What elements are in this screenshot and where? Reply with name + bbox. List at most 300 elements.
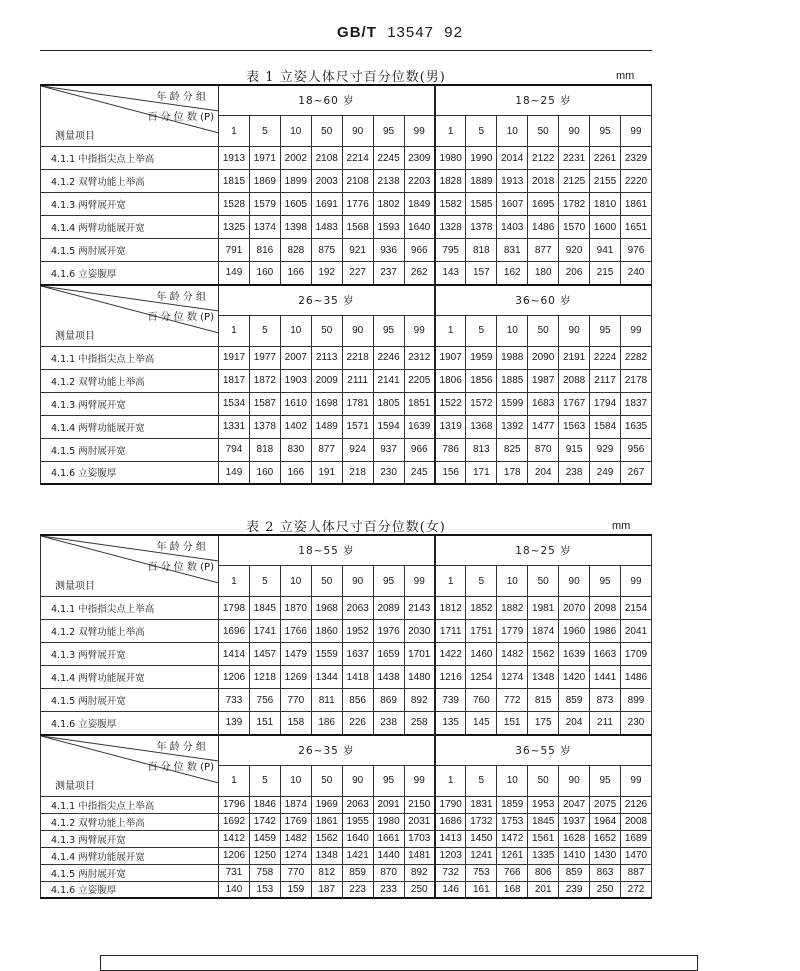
- value-cell: 1572: [466, 392, 497, 415]
- value-cell: 262: [404, 262, 435, 285]
- value-cell: 149: [219, 262, 250, 285]
- age-group-header: 18~25 岁: [435, 535, 652, 566]
- value-cell: 2154: [620, 597, 651, 620]
- value-cell: 1953: [528, 796, 559, 813]
- value-cell: 2218: [342, 346, 373, 369]
- value-cell: 2003: [311, 170, 342, 193]
- value-cell: 1872: [249, 369, 280, 392]
- percentile-header: 90: [559, 315, 590, 346]
- value-cell: 2090: [528, 346, 559, 369]
- percentile-header: 99: [404, 765, 435, 796]
- measurement-item: 4.1.5 两肘展开宽: [41, 864, 219, 881]
- value-cell: 753: [466, 864, 497, 881]
- value-cell: 245: [404, 461, 435, 484]
- value-cell: 856: [342, 689, 373, 712]
- table-1: [40, 84, 652, 485]
- table-row: [41, 239, 652, 262]
- value-cell: 238: [373, 712, 404, 735]
- percentile-header: 99: [620, 566, 651, 597]
- value-cell: 1851: [404, 392, 435, 415]
- percentile-header: 10: [497, 116, 528, 147]
- table-row: [41, 147, 652, 170]
- measurement-item: 4.1.6 立姿腹厚: [41, 262, 219, 285]
- value-cell: 1460: [466, 643, 497, 666]
- value-cell: 1374: [249, 216, 280, 239]
- table-1-unit: mm: [616, 70, 635, 82]
- value-cell: 828: [280, 239, 311, 262]
- value-cell: 791: [219, 239, 250, 262]
- value-cell: 1846: [249, 796, 280, 813]
- value-cell: 1559: [311, 643, 342, 666]
- measurement-item-label: 测量项目: [55, 131, 95, 142]
- table-row: [41, 881, 652, 898]
- value-cell: 877: [311, 438, 342, 461]
- value-cell: 2063: [342, 796, 373, 813]
- value-cell: 2150: [404, 796, 435, 813]
- value-cell: 929: [590, 438, 621, 461]
- value-cell: 892: [404, 689, 435, 712]
- percentile-header: 50: [311, 315, 342, 346]
- value-cell: 1430: [590, 847, 621, 864]
- value-cell: 1639: [404, 415, 435, 438]
- value-cell: 921: [342, 239, 373, 262]
- value-cell: 1482: [497, 643, 528, 666]
- value-cell: 218: [342, 461, 373, 484]
- value-cell: 1913: [497, 170, 528, 193]
- diagonal-header-cell: [41, 285, 219, 347]
- age-group-header: 36~60 岁: [435, 285, 652, 316]
- value-cell: 1861: [311, 813, 342, 830]
- age-group-header: 26~35 岁: [219, 285, 435, 316]
- percentile-header: 1: [435, 765, 466, 796]
- value-cell: 795: [435, 239, 466, 262]
- value-cell: 1420: [559, 666, 590, 689]
- value-cell: 230: [373, 461, 404, 484]
- value-cell: 166: [280, 262, 311, 285]
- table-row: [41, 216, 652, 239]
- value-cell: 915: [559, 438, 590, 461]
- value-cell: 2098: [590, 597, 621, 620]
- value-cell: 250: [404, 881, 435, 898]
- value-cell: 204: [559, 712, 590, 735]
- percentile-header: 95: [373, 116, 404, 147]
- value-cell: 140: [219, 881, 250, 898]
- value-cell: 1489: [311, 415, 342, 438]
- value-cell: 1269: [280, 666, 311, 689]
- value-cell: 1640: [404, 216, 435, 239]
- value-cell: 175: [528, 712, 559, 735]
- value-cell: 135: [435, 712, 466, 735]
- value-cell: 1790: [435, 796, 466, 813]
- value-cell: 157: [466, 262, 497, 285]
- value-cell: 206: [559, 262, 590, 285]
- value-cell: 1571: [342, 415, 373, 438]
- value-cell: 1459: [249, 830, 280, 847]
- value-cell: 758: [249, 864, 280, 881]
- measurement-item: 4.1.6 立姿腹厚: [41, 881, 219, 898]
- standard-year: 92: [444, 24, 463, 41]
- value-cell: 1457: [249, 643, 280, 666]
- value-cell: 1703: [404, 830, 435, 847]
- value-cell: 250: [590, 881, 621, 898]
- value-cell: 1698: [311, 392, 342, 415]
- age-group-header: 18~25 岁: [435, 85, 652, 116]
- value-cell: 1852: [466, 597, 497, 620]
- percentile-header: 95: [373, 765, 404, 796]
- value-cell: 1683: [528, 392, 559, 415]
- table-row: [41, 689, 652, 712]
- value-cell: 1582: [435, 193, 466, 216]
- value-cell: 976: [620, 239, 651, 262]
- percentile-header: 1: [435, 566, 466, 597]
- percentile-header: 1: [435, 116, 466, 147]
- value-cell: 237: [373, 262, 404, 285]
- value-cell: 267: [620, 461, 651, 484]
- value-cell: 1913: [219, 147, 250, 170]
- table-row: [41, 597, 652, 620]
- percentile-header: 90: [559, 566, 590, 597]
- value-cell: 1861: [620, 193, 651, 216]
- value-cell: 226: [342, 712, 373, 735]
- value-cell: 2191: [559, 346, 590, 369]
- value-cell: 966: [404, 438, 435, 461]
- value-cell: 2007: [280, 346, 311, 369]
- value-cell: 1479: [280, 643, 311, 666]
- table-row: [41, 830, 652, 847]
- percentile-header: 5: [466, 566, 497, 597]
- value-cell: 2138: [373, 170, 404, 193]
- value-cell: 2141: [373, 369, 404, 392]
- standard-prefix: GB/T: [337, 24, 377, 41]
- value-cell: 1845: [249, 597, 280, 620]
- value-cell: 1869: [249, 170, 280, 193]
- value-cell: 936: [373, 239, 404, 262]
- percentile-header: 99: [404, 116, 435, 147]
- value-cell: 739: [435, 689, 466, 712]
- measurement-item: 4.1.6 立姿腹厚: [41, 461, 219, 484]
- percentile-header: 99: [620, 315, 651, 346]
- value-cell: 1584: [590, 415, 621, 438]
- value-cell: 1274: [497, 666, 528, 689]
- value-cell: 1587: [249, 392, 280, 415]
- value-cell: 1903: [280, 369, 311, 392]
- value-cell: 1579: [249, 193, 280, 216]
- table-row: [41, 193, 652, 216]
- value-cell: 1561: [528, 830, 559, 847]
- value-cell: 1368: [466, 415, 497, 438]
- value-cell: 786: [435, 438, 466, 461]
- percentile-header: 5: [249, 315, 280, 346]
- value-cell: 258: [404, 712, 435, 735]
- value-cell: 1482: [280, 830, 311, 847]
- value-cell: 1593: [373, 216, 404, 239]
- value-cell: 1599: [497, 392, 528, 415]
- percentile-header: 90: [559, 765, 590, 796]
- value-cell: 766: [497, 864, 528, 881]
- value-cell: 870: [528, 438, 559, 461]
- diagonal-header-cell: [41, 85, 219, 147]
- value-cell: 1686: [435, 813, 466, 830]
- value-cell: 1562: [528, 643, 559, 666]
- standard-number: 13547: [387, 24, 434, 41]
- value-cell: 873: [590, 689, 621, 712]
- value-cell: 2008: [620, 813, 651, 830]
- value-cell: 1874: [528, 620, 559, 643]
- value-cell: 1859: [497, 796, 528, 813]
- value-cell: 145: [466, 712, 497, 735]
- value-cell: 1441: [590, 666, 621, 689]
- measurement-item: 4.1.1 中指指尖点上举高: [41, 796, 219, 813]
- value-cell: 772: [497, 689, 528, 712]
- table-row: [41, 346, 652, 369]
- table-2: [40, 534, 652, 899]
- percentile-header: 95: [590, 765, 621, 796]
- value-cell: 2091: [373, 796, 404, 813]
- diagonal-header-cell: [41, 735, 219, 797]
- percentile-header: 50: [528, 765, 559, 796]
- value-cell: 1815: [219, 170, 250, 193]
- value-cell: 899: [620, 689, 651, 712]
- value-cell: 1837: [620, 392, 651, 415]
- value-cell: 1398: [280, 216, 311, 239]
- value-cell: 1438: [373, 666, 404, 689]
- value-cell: 1907: [435, 346, 466, 369]
- value-cell: 161: [466, 881, 497, 898]
- value-cell: 211: [590, 712, 621, 735]
- measurement-item: 4.1.3 两臂展开宽: [41, 392, 219, 415]
- value-cell: 1796: [219, 796, 250, 813]
- value-cell: 818: [249, 438, 280, 461]
- value-cell: 1882: [497, 597, 528, 620]
- value-cell: 1845: [528, 813, 559, 830]
- percentile-header: 1: [435, 315, 466, 346]
- percentile-header: 10: [497, 315, 528, 346]
- percentile-header: 95: [590, 116, 621, 147]
- measurement-item: 4.1.2 双臂功能上举高: [41, 369, 219, 392]
- value-cell: 1977: [249, 346, 280, 369]
- value-cell: 812: [311, 864, 342, 881]
- value-cell: 956: [620, 438, 651, 461]
- value-cell: 1917: [219, 346, 250, 369]
- value-cell: 2089: [373, 597, 404, 620]
- value-cell: 1874: [280, 796, 311, 813]
- value-cell: 2178: [620, 369, 651, 392]
- value-cell: 1971: [249, 147, 280, 170]
- value-cell: 1812: [435, 597, 466, 620]
- value-cell: 825: [497, 438, 528, 461]
- measurement-item: 4.1.5 两肘展开宽: [41, 689, 219, 712]
- value-cell: 1274: [280, 847, 311, 864]
- table-row: [41, 847, 652, 864]
- value-cell: 1742: [249, 813, 280, 830]
- value-cell: 863: [590, 864, 621, 881]
- value-cell: 1732: [466, 813, 497, 830]
- percentile-header: 50: [528, 116, 559, 147]
- percentile-header: 1: [219, 765, 250, 796]
- measurement-item: 4.1.2 双臂功能上举高: [41, 813, 219, 830]
- value-cell: 1980: [373, 813, 404, 830]
- measurement-item: 4.1.1 中指指尖点上举高: [41, 147, 219, 170]
- value-cell: 2030: [404, 620, 435, 643]
- value-cell: 180: [528, 262, 559, 285]
- value-cell: 1218: [249, 666, 280, 689]
- percentile-header: 50: [528, 566, 559, 597]
- value-cell: 2031: [404, 813, 435, 830]
- value-cell: 1378: [466, 216, 497, 239]
- percentile-header: 95: [373, 566, 404, 597]
- percentile-header: 99: [404, 315, 435, 346]
- value-cell: 160: [249, 262, 280, 285]
- percentile-header: 5: [466, 765, 497, 796]
- measurement-item: 4.1.1 中指指尖点上举高: [41, 346, 219, 369]
- value-cell: 1798: [219, 597, 250, 620]
- value-cell: 1378: [249, 415, 280, 438]
- value-cell: 2309: [404, 147, 435, 170]
- value-cell: 2063: [342, 597, 373, 620]
- value-cell: 731: [219, 864, 250, 881]
- value-cell: 1335: [528, 847, 559, 864]
- value-cell: 1412: [219, 830, 250, 847]
- table-row: [41, 170, 652, 193]
- value-cell: 2002: [280, 147, 311, 170]
- value-cell: 806: [528, 864, 559, 881]
- measurement-item: 4.1.2 双臂功能上举高: [41, 620, 219, 643]
- value-cell: 2047: [559, 796, 590, 813]
- value-cell: 186: [311, 712, 342, 735]
- value-cell: 1751: [466, 620, 497, 643]
- value-cell: 1661: [373, 830, 404, 847]
- table-1-caption: 表 1 立姿人体尺寸百分位数(男): [246, 70, 446, 85]
- value-cell: 813: [466, 438, 497, 461]
- value-cell: 1483: [311, 216, 342, 239]
- value-cell: 1696: [219, 620, 250, 643]
- value-cell: 770: [280, 689, 311, 712]
- table-row: [41, 643, 652, 666]
- value-cell: 139: [219, 712, 250, 735]
- value-cell: 1610: [280, 392, 311, 415]
- value-cell: 2143: [404, 597, 435, 620]
- percentile-header: 95: [590, 315, 621, 346]
- value-cell: 191: [311, 461, 342, 484]
- percentile-header: 5: [249, 116, 280, 147]
- value-cell: 1663: [590, 643, 621, 666]
- age-group-header: 36~55 岁: [435, 735, 652, 766]
- value-cell: 1421: [342, 847, 373, 864]
- table-2-caption: 表 2 立姿人体尺寸百分位数(女): [246, 520, 446, 535]
- value-cell: 2009: [311, 369, 342, 392]
- value-cell: 1328: [435, 216, 466, 239]
- value-cell: 1413: [435, 830, 466, 847]
- value-cell: 1885: [497, 369, 528, 392]
- value-cell: 1203: [435, 847, 466, 864]
- value-cell: 1325: [219, 216, 250, 239]
- value-cell: 1692: [219, 813, 250, 830]
- value-cell: 2261: [590, 147, 621, 170]
- value-cell: 192: [311, 262, 342, 285]
- value-cell: 158: [280, 712, 311, 735]
- value-cell: 1607: [497, 193, 528, 216]
- value-cell: 1794: [590, 392, 621, 415]
- value-cell: 160: [249, 461, 280, 484]
- footer-box: [100, 955, 698, 971]
- value-cell: 831: [497, 239, 528, 262]
- value-cell: 2220: [620, 170, 651, 193]
- percentile-header: 99: [620, 116, 651, 147]
- value-cell: 2014: [497, 147, 528, 170]
- value-cell: 1769: [280, 813, 311, 830]
- value-cell: 1639: [559, 643, 590, 666]
- measurement-item: 4.1.5 两肘展开宽: [41, 438, 219, 461]
- value-cell: 1563: [559, 415, 590, 438]
- measurement-item-label: 测量项目: [55, 780, 95, 792]
- age-group-header: 26~35 岁: [219, 735, 435, 766]
- table-row: [41, 666, 652, 689]
- value-cell: 1250: [249, 847, 280, 864]
- value-cell: 2231: [559, 147, 590, 170]
- value-cell: 1753: [497, 813, 528, 830]
- value-cell: 1779: [497, 620, 528, 643]
- value-cell: 1805: [373, 392, 404, 415]
- value-cell: 2245: [373, 147, 404, 170]
- value-cell: 1392: [497, 415, 528, 438]
- value-cell: 2214: [342, 147, 373, 170]
- value-cell: 2122: [528, 147, 559, 170]
- value-cell: 153: [249, 881, 280, 898]
- value-cell: 1806: [435, 369, 466, 392]
- value-cell: 1691: [311, 193, 342, 216]
- measurement-item: 4.1.6 立姿腹厚: [41, 712, 219, 735]
- value-cell: 1522: [435, 392, 466, 415]
- percentile-header: 5: [249, 566, 280, 597]
- value-cell: 1766: [280, 620, 311, 643]
- value-cell: 815: [528, 689, 559, 712]
- measurement-item: 4.1.4 两臂功能展开宽: [41, 415, 219, 438]
- value-cell: 159: [280, 881, 311, 898]
- value-cell: 1254: [466, 666, 497, 689]
- table-row: [41, 813, 652, 830]
- value-cell: 2312: [404, 346, 435, 369]
- value-cell: 1261: [497, 847, 528, 864]
- percentile-header: 50: [311, 566, 342, 597]
- value-cell: 1776: [342, 193, 373, 216]
- measurement-item: 4.1.2 双臂功能上举高: [41, 170, 219, 193]
- percentile-header: 50: [528, 315, 559, 346]
- value-cell: 887: [620, 864, 651, 881]
- value-cell: 818: [466, 239, 497, 262]
- value-cell: 1640: [342, 830, 373, 847]
- diagonal-header-cell: [41, 535, 219, 597]
- value-cell: 1486: [620, 666, 651, 689]
- value-cell: 1849: [404, 193, 435, 216]
- measurement-item: 4.1.3 两臂展开宽: [41, 830, 219, 847]
- value-cell: 2108: [342, 170, 373, 193]
- value-cell: 1817: [219, 369, 250, 392]
- value-cell: 162: [497, 262, 528, 285]
- value-cell: 1594: [373, 415, 404, 438]
- value-cell: 1206: [219, 666, 250, 689]
- percentile-header: 50: [311, 116, 342, 147]
- value-cell: 1440: [373, 847, 404, 864]
- value-cell: 249: [590, 461, 621, 484]
- value-cell: 2117: [590, 369, 621, 392]
- value-cell: 240: [620, 262, 651, 285]
- value-cell: 732: [435, 864, 466, 881]
- value-cell: 1652: [590, 830, 621, 847]
- value-cell: 2018: [528, 170, 559, 193]
- value-cell: 2282: [620, 346, 651, 369]
- value-cell: 869: [373, 689, 404, 712]
- value-cell: 201: [528, 881, 559, 898]
